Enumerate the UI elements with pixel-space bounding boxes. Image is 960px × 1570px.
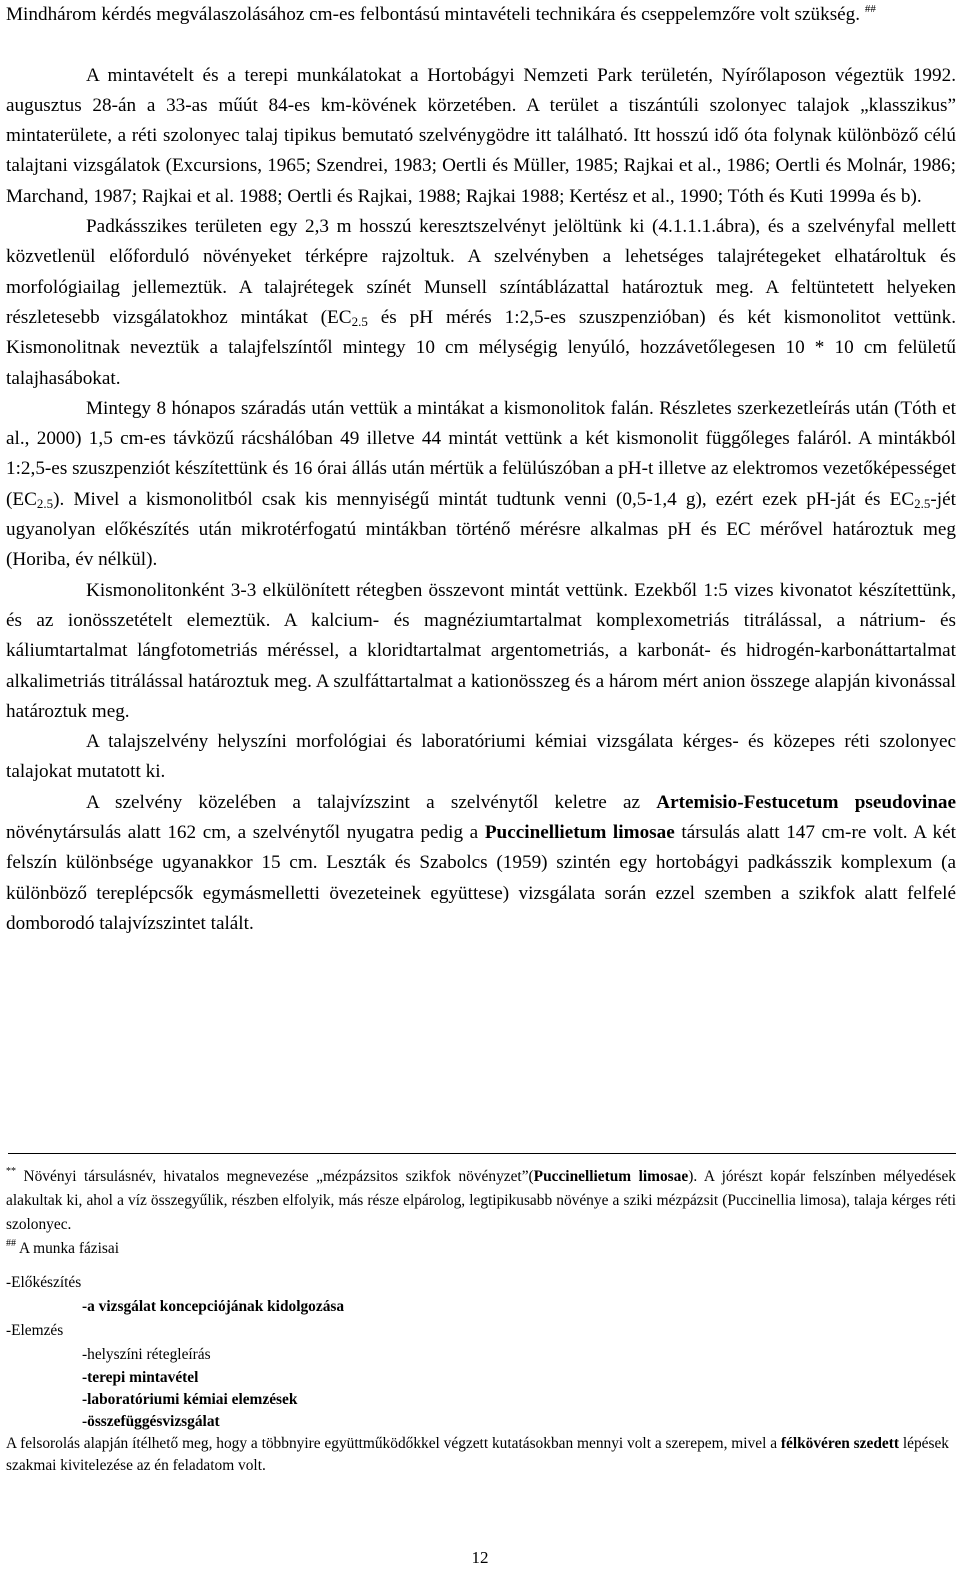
text-run: Mintegy 8 hónapos száradás után vettük a mintákat a kismonolitok falán. Részletes szerkezetleírás után (Tóth et al., 2000) 1,5 cm-es távközű rácshálóban 49 illetve 44 mintát vettünk a két kismonolit függőleges faláról. A mintákból 1:2,5-es szuszpenziót készítettünk és 16 órai állás után mértük a felülúszóban a pH-t illetve az elektromos vezetőképességet (EC bbox=[6, 397, 956, 510]
paragraph bbox=[6, 61, 956, 212]
text-run: és pH mérés 1:2,5-es szuszpenzióban) és két kismonolitot vettünk. Kismonolitnak neveztük a talajfelszíntől mintegy 10 cm mélységig lenyúló, hozzávetőlegesen 10 * 10 cm felületű talajhasábokat. bbox=[6, 306, 956, 389]
text-run: A talajszelvény helyszíni morfológiai és laboratóriumi kémiai vizsgálata kérges- és közepes réti szolonyec talajokat mutatott ki. bbox=[6, 731, 956, 783]
footnote-marker: ** bbox=[6, 1166, 16, 1177]
paragraph bbox=[6, 0, 956, 30]
page-number: 12 bbox=[471, 1548, 489, 1567]
text-run: ). A jórészt kopár felszínben mélyedések alakultak ki, ahol a víz összegyűlik, részben elfolyik, más része elpárolog, legtipikusabb növénye a sziki mézpázsit (Puccinellia limosa), talaja kérges réti szolonyec. bbox=[6, 1168, 956, 1233]
footnote-divider bbox=[8, 1153, 956, 1154]
text-run bbox=[6, 34, 11, 55]
subscript: 2.5 bbox=[36, 495, 54, 511]
subscript: 2.5 bbox=[351, 313, 368, 329]
footnote-marker: ## bbox=[864, 3, 876, 15]
phase-label: -Előkészítés bbox=[6, 1274, 82, 1291]
text-run: -jét ugyanolyan előkészítés után mikrotérfogatú mintákban történő mérésre alkalmas pH és EC mérővel határoztuk meg (Horiba, év nélkül). bbox=[6, 488, 956, 571]
paragraph bbox=[6, 788, 956, 939]
text-run: ). Mivel a kismonolitból csak kis mennyiségű mintát tudtunk venni (0,5-1,4 g), ezért ezek pH-ját és EC bbox=[53, 488, 915, 510]
bold-term: Puccinellietum limosae bbox=[533, 1168, 689, 1185]
paragraph bbox=[6, 394, 956, 576]
text-run: növénytársulás alatt 162 cm, a szelvénytől nyugatra pedig a bbox=[6, 822, 485, 844]
text-run: társulás alatt 147 cm-re volt. A két felszín különbsége ugyanakkor 15 cm. Leszták és Szabolcs (1959) szintén egy hortobágyi padkásszik komplexum (a különböző tereplépcsők egymásmelletti övezeteinek együttese) vizsgálata során ezzel szemben a szikfok alatt felfelé domborodó talajvízszintet talált. bbox=[6, 822, 957, 934]
text-run: Mindhárom kérdés megválaszolásához cm-es felbontású mintavételi technikára és cseppelemzőre volt szükség. bbox=[6, 4, 865, 25]
phase-label: -Elemzés bbox=[6, 1322, 64, 1339]
footnote-marker: ## bbox=[6, 1238, 16, 1249]
phase-item: -a vizsgálat koncepciójának kidolgozása bbox=[82, 1298, 345, 1315]
footnote-work-phases-title bbox=[6, 1237, 956, 1261]
text-run: A mintavételt és a terepi munkálatokat a Hortobágyi Nemzeti Park területén, Nyírőlaposon végeztük 1992. augusztus 28-án a 33-as műút 84-es km-kövének körzetében. A terület a tiszántúli szolonyec talajok „klasszikus” mintaterülete, a réti szolonyec talaj tipikus bemutató szelvénygödre itt található. Itt hosszú idő óta folynak különböző célú talajtani vizsgálatok (Excursions, 1965; Szendrei, 1983; Oertli és Müller, 1985; Rajkai et al., 1986; Oertli és Molnár, 1986; Marchand, 1987; Rajkai et al. 1988; Oertli és Rajkai, 1988; Rajkai 1988; Kertész et al., 1990; Tóth és Kuti 1999a és b). bbox=[6, 64, 956, 207]
footnote-closing bbox=[6, 1433, 956, 1477]
body-text bbox=[6, 0, 956, 939]
text-run: A szelvény közelében a talajvízszint a szelvénytől keletre az bbox=[86, 791, 657, 813]
footnote-plant-association bbox=[6, 1165, 956, 1237]
paragraph bbox=[6, 576, 956, 727]
paragraph-spacer bbox=[6, 30, 956, 60]
phase-item: -összefüggésvizsgálat bbox=[82, 1413, 220, 1430]
subscript: 2.5 bbox=[914, 495, 931, 511]
text-run: Kismonolitonként 3-3 elkülönített rétegben összevont mintát vettünk. Ezekből 1:5 vizes kivonatot készítettünk, és az ionösszetételt elemeztük. A kalcium- és magnéziumtartalmat komplexometriás titrálással, a nátrium- és káliumtartalmat lángfotometriás méréssel, a kloridtartalmat argentometriás, a karbonát- és hidrogén-karbonáttartalmat alkalimetriás titrálással határoztuk meg. A szulfáttartalmat a kationösszeg és a három mért anion összege alapján kivonással határoztuk meg. bbox=[6, 579, 956, 722]
phase-item: -terepi mintavétel bbox=[82, 1369, 199, 1386]
bold-term: félkövéren szedett bbox=[780, 1435, 899, 1452]
phase-item: -helyszíni rétegleírás bbox=[82, 1346, 211, 1363]
bold-term: Artemisio-Festucetum pseudovinae bbox=[656, 791, 957, 813]
text-run: A felsorolás alapján ítélhető meg, hogy a többnyire együttműködőkkel végzett kutatásokban mennyi volt a szerepem, mivel a bbox=[6, 1435, 781, 1452]
text-run: Növényi társulásnév, hivatalos megnevezése „mézpázsitos szikfok növényzet”( bbox=[16, 1168, 534, 1185]
phase-item: -laboratóriumi kémiai elemzések bbox=[82, 1391, 298, 1408]
footnote-title: A munka fázisai bbox=[16, 1240, 120, 1257]
bold-term: Puccinellietum limosae bbox=[484, 822, 675, 844]
footnotes bbox=[6, 1165, 956, 1477]
text-run: lépések szakmai kivitelezése az én feladatom volt. bbox=[6, 1435, 949, 1474]
text-run: Padkásszikes területen egy 2,3 m hosszú keresztszelvényt jelöltünk ki (4.1.1.1.ábra), és a szelvényfal mellett közvetlenül előforduló növényeket térképre rajzoltuk. A szelvényben a lehetséges talajrétegeket elhatároltuk és morfológiailag jellemeztük. A talajrétegek színét Munsell színtáblázattal határoztuk meg. A feltüntetett helyeken részletesebb vizsgálatokhoz mintákat (EC bbox=[6, 216, 956, 328]
paragraph bbox=[6, 727, 956, 788]
paragraph bbox=[6, 212, 956, 394]
